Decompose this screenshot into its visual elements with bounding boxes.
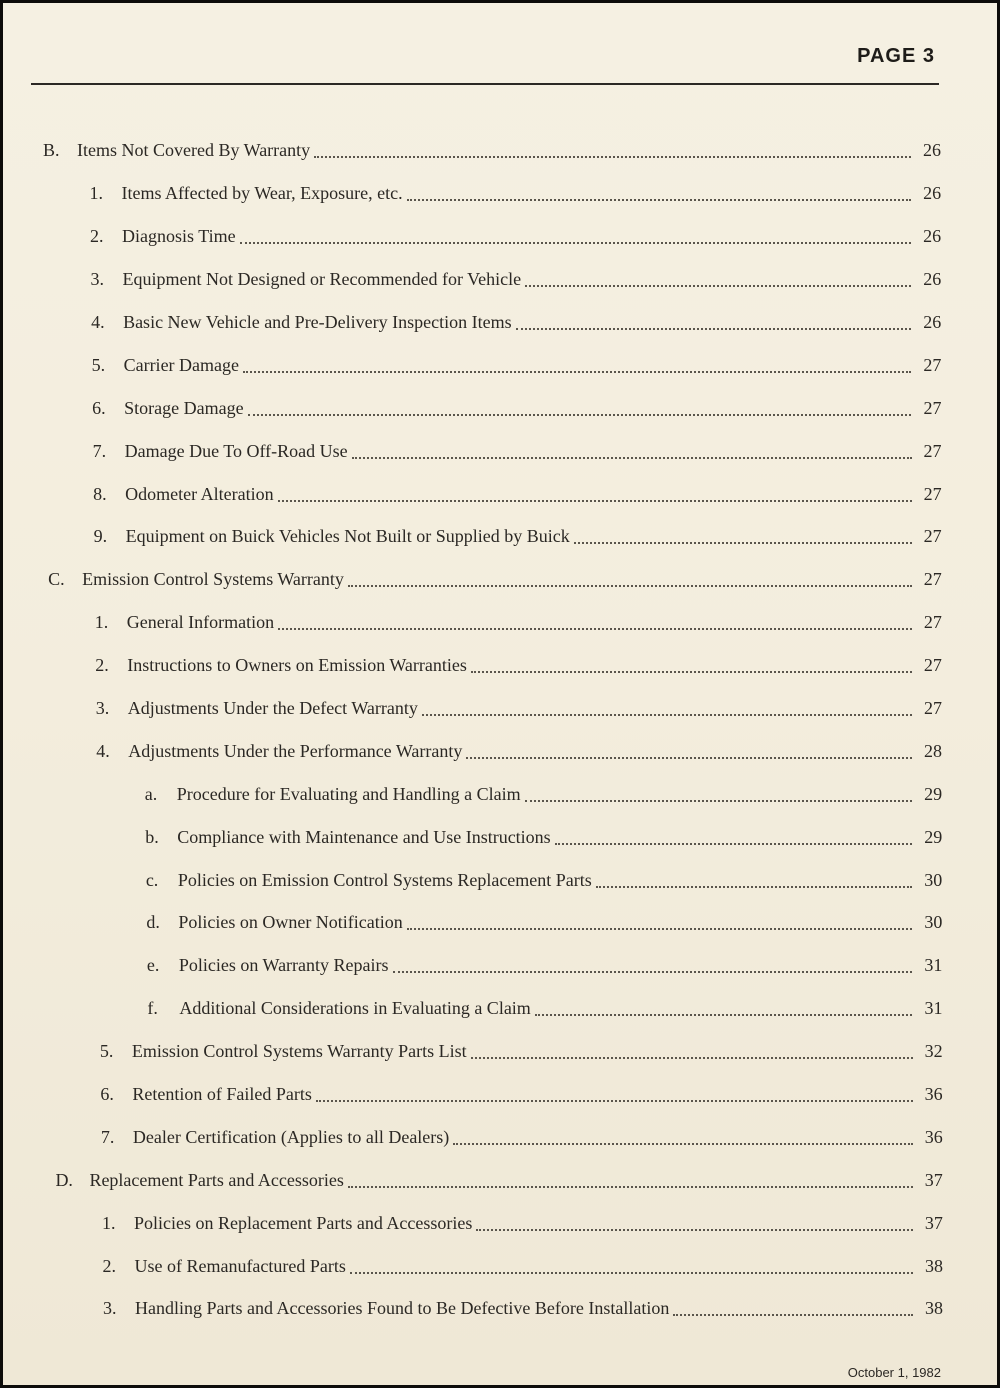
document-page bbox=[3, 3, 997, 1385]
toc-entry bbox=[3, 472, 997, 515]
dot-leader bbox=[596, 886, 912, 888]
toc-entry-title: Additional Considerations in Evaluating a Claim bbox=[179, 998, 531, 1019]
toc-entry bbox=[3, 1158, 997, 1201]
toc-entry-page: 28 bbox=[924, 740, 943, 761]
toc-entry bbox=[3, 172, 997, 215]
toc-entry-title: Dealer Certification (Applies to all Dealers) bbox=[132, 1126, 450, 1147]
dot-leader bbox=[471, 671, 912, 673]
toc-entry bbox=[3, 1244, 997, 1287]
toc-entry-title: Instructions to Owners on Emission Warranties bbox=[127, 655, 467, 676]
toc-entry-page: 37 bbox=[924, 1212, 943, 1233]
toc-entry-page: 29 bbox=[924, 783, 943, 804]
header-rule bbox=[31, 83, 939, 85]
toc-entry-title: Odometer Alteration bbox=[125, 483, 274, 504]
toc-entry-page: 26 bbox=[923, 312, 942, 332]
toc-entry-page: 27 bbox=[923, 569, 942, 590]
toc-entry bbox=[3, 129, 997, 172]
toc-entry-marker: 1. bbox=[94, 612, 109, 633]
toc-entry-page: 27 bbox=[923, 397, 942, 418]
toc-entry-page: 27 bbox=[923, 440, 942, 461]
dot-leader bbox=[240, 242, 912, 244]
toc-entry-marker: 2. bbox=[90, 226, 104, 247]
toc-entry-page: 27 bbox=[923, 526, 942, 547]
toc-entry-title: Basic New Vehicle and Pre-Delivery Inspection Items bbox=[123, 312, 512, 332]
toc-entry bbox=[3, 772, 997, 815]
toc-entry-page: 27 bbox=[923, 612, 942, 633]
toc-entry-marker: f. bbox=[147, 998, 158, 1019]
toc-entry bbox=[3, 601, 997, 644]
dot-leader bbox=[393, 971, 913, 973]
toc-entry-marker: c. bbox=[145, 869, 159, 890]
toc-entry bbox=[3, 944, 997, 987]
dot-leader bbox=[525, 800, 912, 802]
dot-leader bbox=[525, 285, 911, 287]
toc-entry bbox=[3, 215, 997, 258]
toc-entry-page: 27 bbox=[923, 698, 942, 719]
toc-entry-marker: 6. bbox=[92, 397, 106, 418]
toc-entry bbox=[3, 1030, 997, 1073]
dot-leader bbox=[471, 1057, 913, 1059]
toc-entry-marker: 4. bbox=[96, 740, 110, 761]
page-number: PAGE 3 bbox=[857, 45, 935, 67]
dot-leader bbox=[407, 928, 913, 930]
toc-entry-title: Use of Remanufactured Parts bbox=[134, 1255, 346, 1276]
toc-entry-title: Replacement Parts and Accessories bbox=[89, 1169, 344, 1190]
dot-leader bbox=[516, 328, 912, 330]
toc-entry bbox=[3, 515, 997, 558]
toc-entry-title: Equipment Not Designed or Recommended for Vehicle bbox=[122, 269, 522, 290]
toc-entry-page: 37 bbox=[924, 1169, 943, 1190]
dot-leader bbox=[248, 414, 912, 416]
dot-leader bbox=[407, 199, 911, 201]
toc-entry-marker: 4. bbox=[91, 312, 105, 332]
toc-entry-marker: 7. bbox=[100, 1126, 115, 1147]
toc-entry-page: 30 bbox=[924, 869, 943, 890]
toc-entry-page: 38 bbox=[924, 1255, 943, 1276]
table-of-contents bbox=[3, 129, 997, 1330]
toc-entry bbox=[3, 343, 997, 386]
toc-entry bbox=[3, 987, 997, 1030]
toc-entry-marker: b. bbox=[145, 826, 159, 847]
toc-entry bbox=[3, 429, 997, 472]
toc-entry bbox=[3, 729, 997, 772]
toc-entry-marker: 6. bbox=[100, 1084, 114, 1105]
dot-leader bbox=[278, 628, 912, 630]
toc-entry bbox=[3, 644, 997, 687]
dot-leader bbox=[243, 371, 911, 373]
toc-entry-title: Items Affected by Wear, Exposure, etc. bbox=[121, 183, 403, 204]
toc-entry-title: Handling Parts and Accessories Found to Be Defective Before Installation bbox=[135, 1298, 670, 1319]
toc-entry-marker: B. bbox=[43, 140, 60, 161]
toc-entry-marker: 3. bbox=[90, 269, 105, 290]
toc-entry-title: Diagnosis Time bbox=[122, 226, 236, 247]
toc-entry-title: Policies on Replacement Parts and Accessories bbox=[133, 1212, 473, 1233]
toc-entry bbox=[3, 258, 997, 301]
toc-entry bbox=[3, 1287, 997, 1330]
toc-entry-marker: 5. bbox=[99, 1041, 114, 1062]
toc-entry-title: Storage Damage bbox=[124, 397, 244, 418]
toc-entry-marker: e. bbox=[146, 955, 160, 976]
dot-leader bbox=[453, 1143, 912, 1145]
toc-entry bbox=[3, 301, 997, 344]
toc-entry-title: Procedure for Evaluating and Handling a Claim bbox=[176, 783, 521, 804]
dot-leader bbox=[348, 585, 912, 587]
toc-entry bbox=[3, 558, 997, 601]
toc-entry-page: 26 bbox=[923, 269, 942, 290]
dot-leader bbox=[466, 757, 912, 759]
toc-entry-marker: D. bbox=[55, 1169, 73, 1190]
toc-entry-title: Emission Control Systems Warranty bbox=[82, 569, 344, 590]
toc-entry-title: General Information bbox=[126, 612, 275, 633]
dot-leader bbox=[535, 1014, 913, 1016]
toc-entry-marker: C. bbox=[48, 569, 65, 590]
toc-entry-title: Compliance with Maintenance and Use Instructions bbox=[177, 826, 551, 847]
dot-leader bbox=[555, 843, 913, 845]
dot-leader bbox=[673, 1314, 913, 1316]
toc-entry-marker: 5. bbox=[91, 354, 106, 375]
toc-entry bbox=[3, 1115, 997, 1158]
toc-entry-title: Policies on Warranty Repairs bbox=[178, 955, 389, 976]
toc-entry-page: 31 bbox=[924, 955, 943, 976]
dot-leader bbox=[350, 1272, 913, 1274]
dot-leader bbox=[348, 1186, 913, 1188]
toc-entry-title: Adjustments Under the Defect Warranty bbox=[127, 698, 418, 719]
toc-entry-title: Damage Due To Off-Road Use bbox=[124, 440, 348, 461]
toc-entry bbox=[3, 687, 997, 730]
toc-entry-page: 36 bbox=[924, 1126, 943, 1147]
toc-entry bbox=[3, 858, 997, 901]
toc-entry-marker: a. bbox=[144, 783, 158, 804]
dot-leader bbox=[574, 542, 912, 544]
dot-leader bbox=[422, 714, 912, 716]
toc-entry-title: Adjustments Under the Performance Warranty bbox=[128, 740, 463, 761]
toc-entry-marker: 2. bbox=[102, 1255, 116, 1276]
dot-leader bbox=[278, 500, 912, 502]
toc-entry-marker: 1. bbox=[89, 183, 104, 204]
toc-entry-marker: d. bbox=[146, 912, 160, 933]
toc-entry-marker: 8. bbox=[93, 483, 107, 504]
toc-entry-marker: 2. bbox=[95, 655, 109, 676]
toc-entry-marker: 3. bbox=[95, 698, 110, 719]
toc-entry-page: 27 bbox=[923, 655, 942, 676]
toc-entry-page: 38 bbox=[925, 1298, 943, 1319]
dot-leader bbox=[476, 1229, 912, 1231]
footer-date: October 1, 1982 bbox=[847, 1365, 941, 1380]
toc-entry-title: Carrier Damage bbox=[123, 354, 240, 375]
toc-entry-page: 30 bbox=[924, 912, 943, 933]
toc-entry-page: 26 bbox=[923, 226, 942, 247]
toc-entry-page: 32 bbox=[924, 1041, 943, 1062]
toc-entry-title: Emission Control Systems Warranty Parts List bbox=[131, 1041, 467, 1062]
dot-leader bbox=[352, 457, 912, 459]
toc-entry-page: 36 bbox=[924, 1084, 943, 1105]
toc-entry-marker: 3. bbox=[103, 1298, 117, 1319]
toc-entry-title: Policies on Owner Notification bbox=[178, 912, 403, 933]
toc-entry-marker: 1. bbox=[101, 1212, 116, 1233]
toc-entry-title: Policies on Emission Control Systems Replacement Parts bbox=[177, 869, 592, 890]
toc-entry-page: 27 bbox=[923, 354, 942, 375]
toc-entry bbox=[3, 386, 997, 429]
toc-entry bbox=[3, 1073, 997, 1116]
toc-entry bbox=[3, 815, 997, 858]
toc-entry-page: 27 bbox=[923, 483, 942, 504]
dot-leader bbox=[314, 156, 911, 158]
toc-entry-marker: 7. bbox=[92, 440, 107, 461]
dot-leader bbox=[316, 1100, 913, 1102]
toc-entry-page: 31 bbox=[924, 998, 943, 1019]
toc-entry-marker: 9. bbox=[93, 526, 108, 547]
toc-entry-title: Equipment on Buick Vehicles Not Built or Supplied by Buick bbox=[125, 526, 570, 547]
toc-entry-page: 26 bbox=[923, 140, 941, 161]
toc-entry-title: Retention of Failed Parts bbox=[132, 1084, 312, 1105]
toc-entry bbox=[3, 1201, 997, 1244]
toc-entry bbox=[3, 901, 997, 944]
toc-entry-page: 26 bbox=[923, 183, 942, 204]
toc-entry-page: 29 bbox=[924, 826, 943, 847]
toc-entry-title: Items Not Covered By Warranty bbox=[77, 140, 311, 161]
